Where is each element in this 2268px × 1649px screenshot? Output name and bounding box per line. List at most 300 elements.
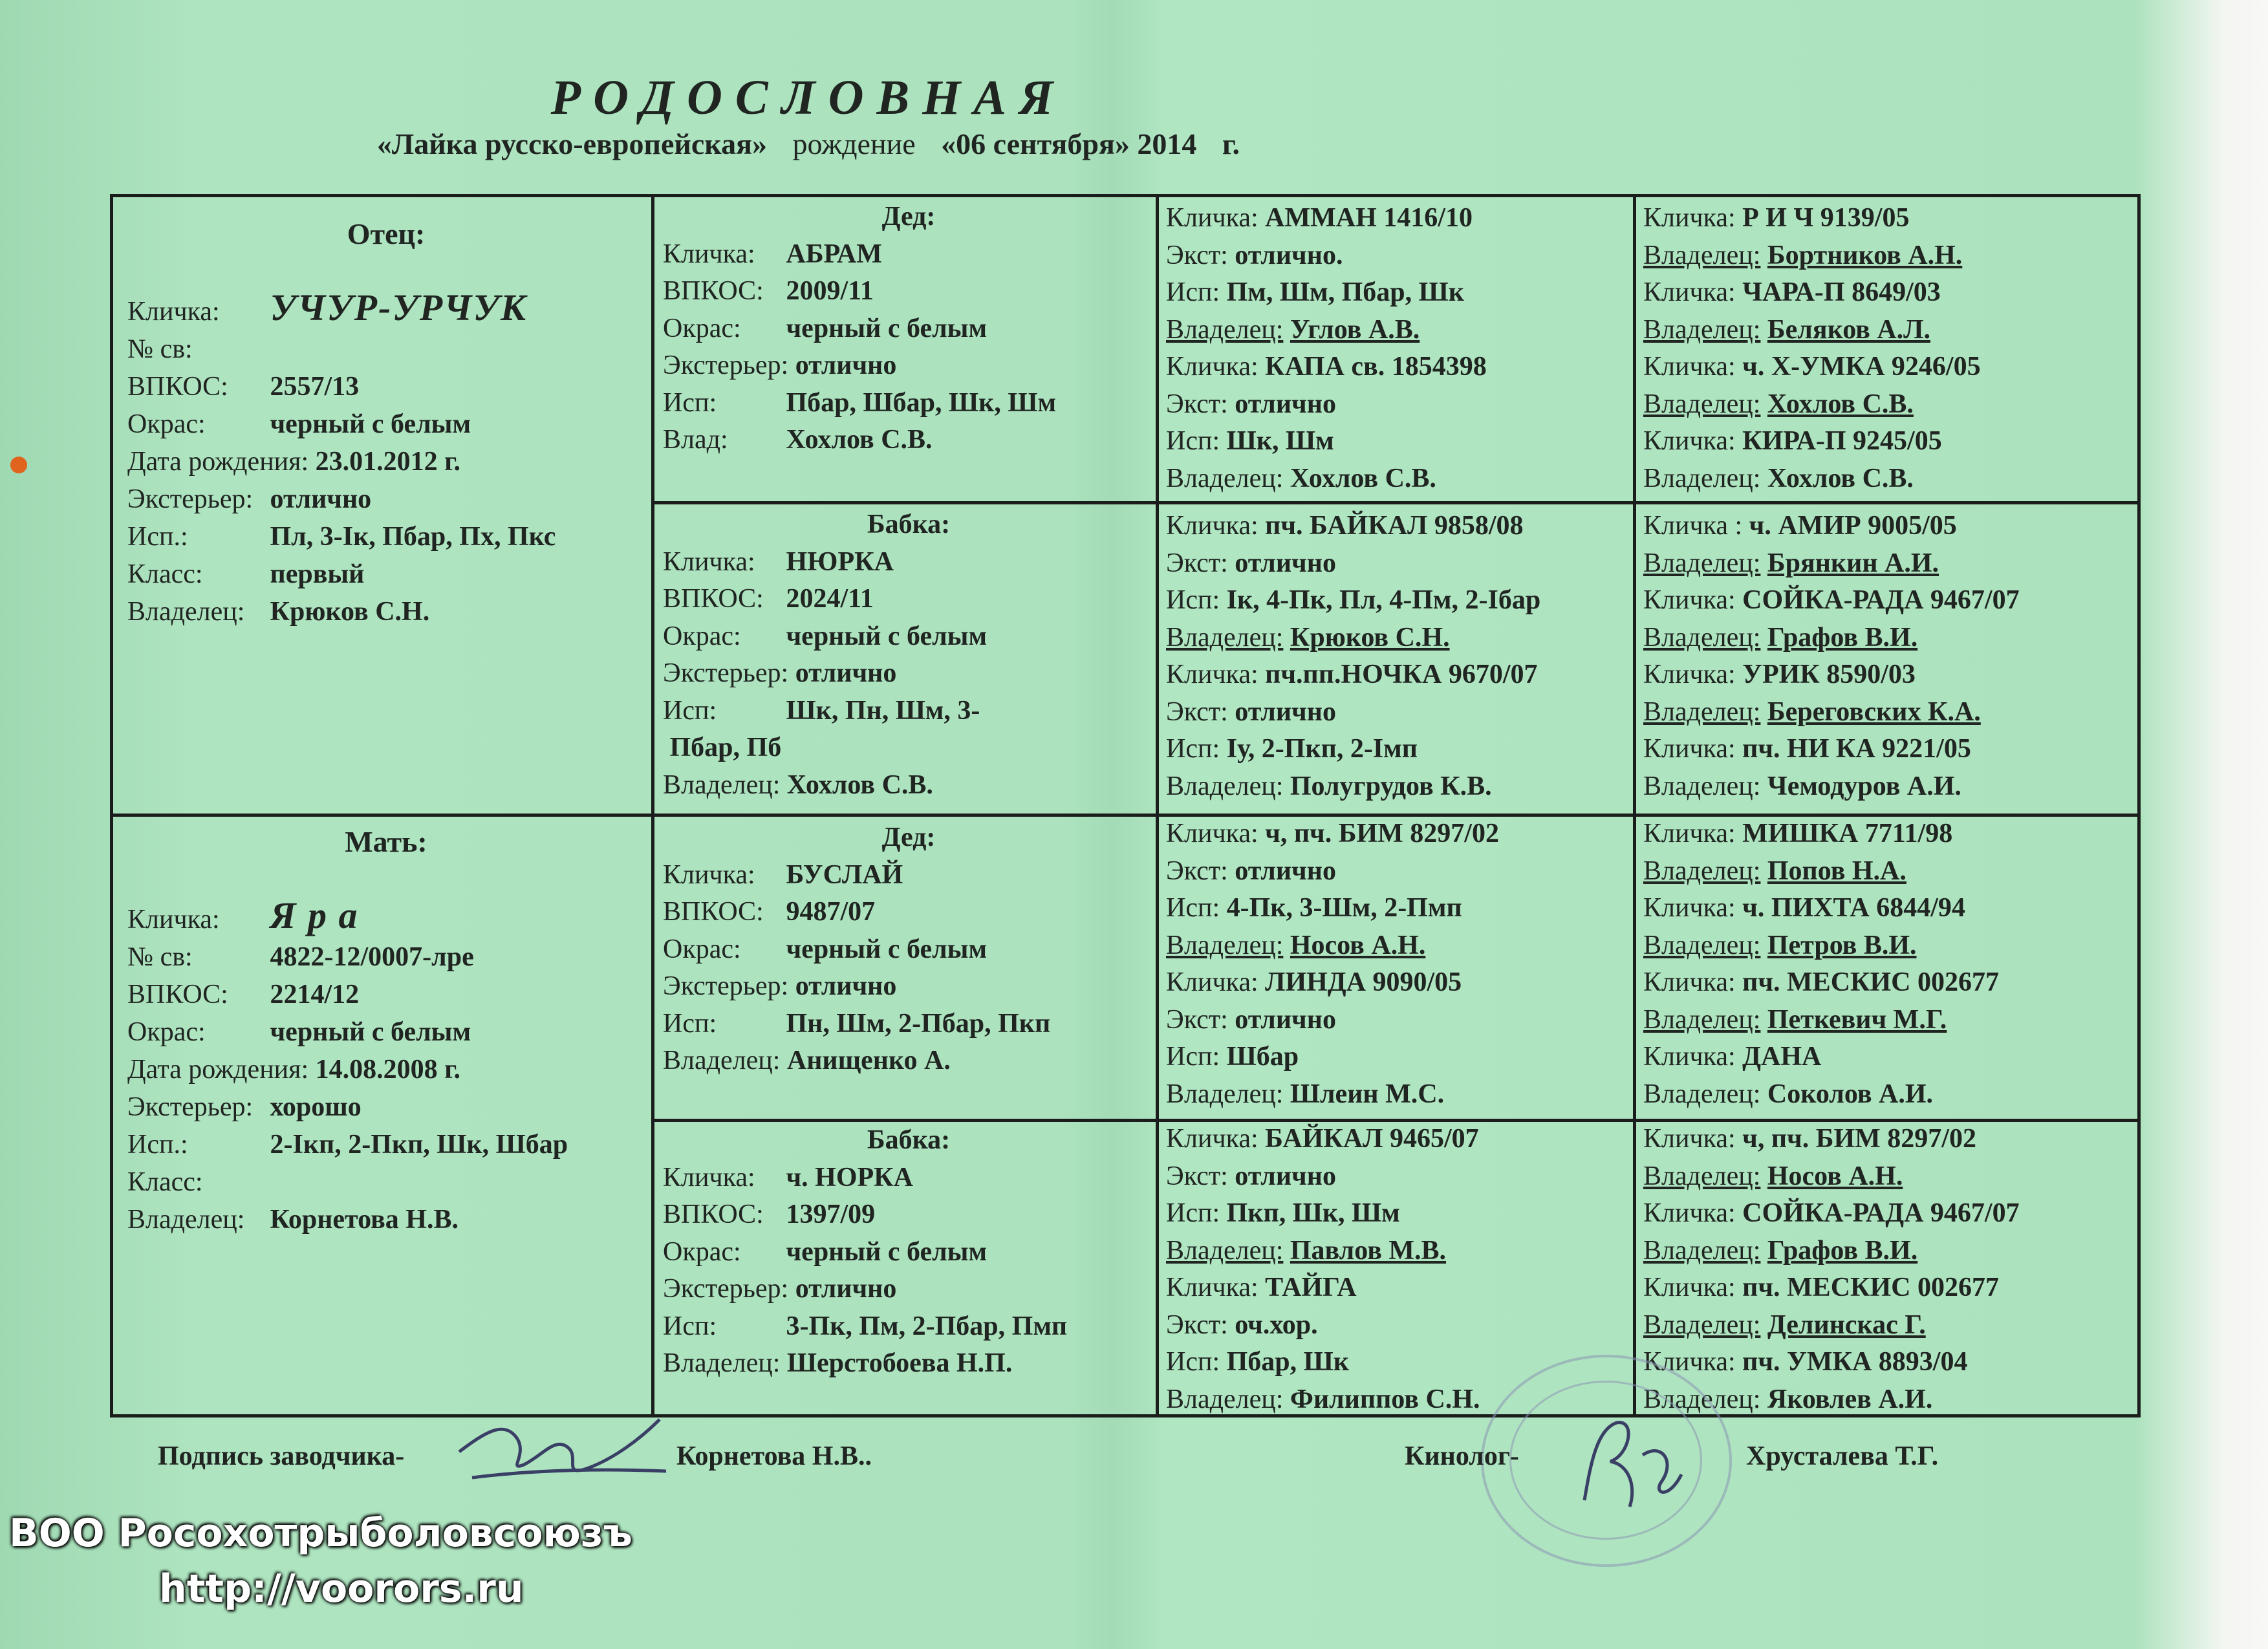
field-label: Владелец: bbox=[1643, 1235, 1761, 1266]
field-value: Шерстобоева Н.П. bbox=[786, 1348, 1013, 1378]
field-value: Крюков С.Н. bbox=[270, 596, 430, 627]
field-value: Береговских К.А. bbox=[1767, 696, 1981, 727]
field-value: пч. БАЙКАЛ 9858/08 bbox=[1265, 511, 1524, 541]
field-row bbox=[1166, 545, 1632, 583]
field-row bbox=[1643, 349, 2135, 386]
cynologist-label: Кинолог- bbox=[1405, 1441, 1519, 1471]
field-value: Филиппов С.Н. bbox=[1290, 1384, 1480, 1414]
field-label: Владелец: bbox=[1643, 389, 1761, 419]
field-row bbox=[663, 931, 1154, 969]
field-row bbox=[1643, 1121, 2135, 1158]
field-value: Петров В.И. bbox=[1767, 930, 1917, 960]
field-row bbox=[663, 894, 1154, 931]
field-row bbox=[1643, 423, 2135, 460]
field-value: Бортников А.Н. bbox=[1767, 240, 1963, 270]
field-label: Исп: bbox=[663, 1311, 717, 1341]
cell-heading: Бабка: bbox=[867, 1125, 951, 1155]
field-label: Экстерьер: bbox=[663, 350, 789, 380]
field-label: Владелец: bbox=[127, 596, 245, 627]
field-label: Экст: bbox=[1166, 548, 1228, 578]
field-row bbox=[663, 544, 1154, 581]
field-label: ВПКОС: bbox=[663, 276, 764, 306]
field-label: Владелец: bbox=[1643, 548, 1761, 578]
field-row bbox=[663, 693, 1154, 730]
field-value: МИШКА 7711/98 bbox=[1742, 819, 1953, 848]
field-label: Владелец: bbox=[1643, 1079, 1761, 1109]
field-label: Исп: bbox=[663, 1008, 717, 1039]
field-row bbox=[127, 1013, 645, 1051]
field-label: Кличка: bbox=[663, 546, 755, 577]
field-row bbox=[663, 1042, 1154, 1080]
field-value: СОЙКА-РАДА 9467/07 bbox=[1742, 585, 2020, 615]
field-row bbox=[1166, 508, 1632, 545]
field-value: ТАЙГА bbox=[1265, 1273, 1357, 1302]
field-label: Кличка: bbox=[1643, 660, 1736, 689]
field-value: БАЙКАЛ 9465/07 bbox=[1265, 1124, 1479, 1154]
field-value: отлично bbox=[1235, 389, 1336, 419]
field-label: Владелец: bbox=[1166, 930, 1284, 960]
field-label: Владелец: bbox=[1166, 1079, 1284, 1109]
field-value: АБРАМ bbox=[786, 239, 882, 269]
field-label: Владелец: bbox=[1643, 856, 1761, 886]
field-row bbox=[127, 1051, 645, 1088]
cell-heading: Дед: bbox=[881, 823, 936, 852]
pedigree-table bbox=[110, 194, 2141, 1417]
field-label: Экст: bbox=[1166, 1161, 1228, 1191]
stain-mark bbox=[10, 457, 27, 473]
field-label: Исп: bbox=[1166, 1042, 1220, 1072]
field-label: ВПКОС: bbox=[663, 1200, 764, 1229]
field-label: Экст: bbox=[1166, 1004, 1228, 1035]
field-label: Кличка: bbox=[127, 296, 220, 327]
field-value: Делинскас Г. bbox=[1767, 1310, 1926, 1340]
field-label: ВПКОС: bbox=[127, 371, 228, 402]
gen3-cell-2 bbox=[1166, 508, 1632, 805]
field-label: Экст: bbox=[1166, 696, 1228, 727]
field-row bbox=[1643, 927, 2135, 965]
field-value: 2-Iкп, 2-Пкп, Шк, Шбар bbox=[270, 1129, 568, 1159]
field-value: Павлов М.В. bbox=[1290, 1235, 1447, 1266]
field-value: 4-Пк, 3-Шм, 2-Пмп bbox=[1226, 893, 1462, 923]
field-value: первый bbox=[270, 559, 365, 589]
field-row bbox=[1643, 508, 2135, 545]
field-value: черный с белым bbox=[786, 1236, 988, 1267]
document-title: РОДОСЛОВНАЯ bbox=[550, 70, 1066, 125]
birth-date: «06 сентября» 2014 bbox=[941, 127, 1197, 160]
field-label: Владелец: bbox=[1643, 1310, 1761, 1340]
field-label: Кличка: bbox=[127, 904, 220, 934]
field-value: пч.пп.НОЧКА 9670/07 bbox=[1265, 660, 1538, 689]
field-value: ДАНА bbox=[1742, 1042, 1822, 1072]
field-label: Исп: bbox=[1166, 1347, 1220, 1377]
field-label: Экст: bbox=[1166, 856, 1228, 886]
field-row bbox=[1166, 312, 1632, 349]
field-label: Кличка: bbox=[1166, 967, 1258, 997]
field-row bbox=[1166, 386, 1632, 424]
field-value: КАПА св. 1854398 bbox=[1265, 352, 1487, 382]
field-row bbox=[1643, 815, 2135, 853]
field-value: пч. МЕСКИС 002677 bbox=[1742, 1273, 1999, 1302]
field-label: ВПКОС: bbox=[127, 979, 228, 1009]
field-label: Экстерьер: bbox=[663, 971, 789, 1001]
field-label: ВПКОС: bbox=[663, 584, 764, 614]
field-value: Петкевич М.Г. bbox=[1767, 1004, 1947, 1035]
birth-suffix: г. bbox=[1222, 127, 1240, 160]
field-label: Владелец: bbox=[1643, 696, 1761, 727]
field-row bbox=[1643, 890, 2135, 927]
field-row bbox=[1643, 694, 2135, 731]
field-row bbox=[127, 368, 645, 405]
field-label: Владелец: bbox=[663, 1046, 781, 1075]
field-value: Пбар, Пб bbox=[669, 733, 782, 762]
field-label: Окрас: bbox=[663, 621, 741, 651]
field-value: пч. НИ КА 9221/05 bbox=[1742, 734, 1971, 764]
field-label: Экст: bbox=[1166, 240, 1228, 270]
field-row bbox=[1166, 731, 1632, 768]
field-row bbox=[1166, 768, 1632, 806]
field-value: ЧАРА-П 8649/03 bbox=[1742, 277, 1941, 307]
field-value: пч. УМКА 8893/04 bbox=[1742, 1347, 1968, 1377]
field-value: 23.01.2012 г. bbox=[315, 446, 460, 477]
field-label: Окрас: bbox=[127, 409, 206, 439]
field-row bbox=[663, 618, 1154, 656]
field-row bbox=[663, 1006, 1154, 1043]
field-label: Кличка: bbox=[1643, 1347, 1736, 1377]
field-row bbox=[663, 422, 1154, 459]
field-row bbox=[1643, 731, 2135, 768]
field-value: Пбар, Шбар, Шк, Шм bbox=[786, 387, 1057, 418]
field-label: Исп: bbox=[1166, 585, 1220, 615]
document-subtitle bbox=[0, 127, 1617, 161]
field-label: Владелец: bbox=[1643, 240, 1761, 270]
field-value: отлично bbox=[1235, 856, 1336, 886]
gen4-cell-1 bbox=[1643, 200, 2135, 497]
field-label: Кличка: bbox=[1166, 203, 1258, 233]
field-row bbox=[1166, 582, 1632, 620]
field-row bbox=[1643, 460, 2135, 498]
field-value: Р И Ч 9139/05 bbox=[1742, 203, 1910, 233]
field-value: Графов В.И. bbox=[1767, 622, 1918, 652]
field-label: Владелец: bbox=[1166, 622, 1284, 652]
field-label: Владелец: bbox=[1643, 1384, 1761, 1414]
field-row bbox=[1643, 545, 2135, 583]
field-label: Окрас: bbox=[127, 1017, 206, 1047]
field-row bbox=[1166, 890, 1632, 927]
field-row bbox=[127, 1201, 645, 1238]
field-label: Экст: bbox=[1166, 1310, 1228, 1340]
field-row bbox=[1166, 1121, 1632, 1158]
field-row bbox=[663, 1196, 1154, 1234]
field-value: НЮРКА bbox=[786, 546, 894, 577]
field-value: 2009/11 bbox=[786, 276, 874, 306]
field-row bbox=[663, 729, 1154, 767]
field-row bbox=[1643, 1039, 2135, 1076]
field-row bbox=[1643, 1307, 2135, 1344]
field-row bbox=[1643, 1195, 2135, 1233]
field-row bbox=[663, 1234, 1154, 1271]
field-value: Хохлов С.В. bbox=[1767, 463, 1914, 493]
field-value: ч. АМИР 9005/05 bbox=[1749, 511, 1957, 541]
field-value: Хохлов С.В. bbox=[1290, 463, 1436, 493]
field-value: отлично bbox=[270, 484, 372, 514]
field-label: Кличка: bbox=[1643, 1198, 1736, 1228]
grandsire-1-cell bbox=[663, 199, 1154, 459]
field-value: ч, пч. БИМ 8297/02 bbox=[1742, 1124, 1976, 1154]
field-row bbox=[1643, 656, 2135, 694]
field-row bbox=[663, 968, 1154, 1006]
field-row bbox=[127, 938, 645, 976]
field-value: отлично bbox=[795, 971, 897, 1001]
field-label: Кличка: bbox=[1166, 660, 1258, 689]
field-label: Кличка: bbox=[1643, 426, 1736, 456]
field-value: Iк, 4-Пк, Пл, 4-Пм, 2-Iбар bbox=[1226, 585, 1541, 615]
field-label: Владелец: bbox=[1643, 771, 1761, 801]
field-row bbox=[1166, 1039, 1632, 1076]
cynologist-signature bbox=[1565, 1403, 1694, 1520]
field-value: БУСЛАЙ bbox=[786, 859, 903, 890]
field-row bbox=[1643, 768, 2135, 806]
cynologist-name: Хрусталева Т.Г. bbox=[1746, 1441, 1939, 1471]
field-value: Хохлов С.В. bbox=[786, 425, 933, 455]
breeder-signature bbox=[446, 1406, 692, 1503]
field-value: Беляков А.Л. bbox=[1767, 314, 1930, 345]
field-label: Владелец: bbox=[1643, 463, 1761, 493]
field-label: Кличка: bbox=[1643, 585, 1736, 615]
field-label: Кличка: bbox=[1643, 352, 1736, 382]
row-divider bbox=[651, 501, 2137, 504]
field-label: Исп: bbox=[1166, 893, 1220, 923]
field-label: Экст: bbox=[1166, 389, 1228, 419]
field-value: 2024/11 bbox=[786, 584, 874, 614]
field-row bbox=[1166, 1158, 1632, 1196]
field-value: Графов В.И. bbox=[1767, 1235, 1918, 1266]
field-label: Кличка: bbox=[1643, 1273, 1736, 1302]
cell-heading: Мать: bbox=[345, 825, 427, 858]
field-value: Пм, Шм, Пбар, Шк bbox=[1226, 277, 1464, 307]
field-value: ч. ПИХТА 6844/94 bbox=[1742, 893, 1965, 923]
field-row bbox=[127, 894, 645, 938]
field-row bbox=[663, 273, 1154, 310]
field-row bbox=[1166, 1233, 1632, 1270]
field-row bbox=[663, 655, 1154, 693]
field-row bbox=[1166, 1002, 1632, 1039]
field-row bbox=[127, 976, 645, 1013]
field-value: Хохлов С.В. bbox=[1767, 389, 1914, 419]
field-label: Кличка: bbox=[1166, 819, 1258, 848]
field-row bbox=[1166, 853, 1632, 890]
field-row bbox=[663, 767, 1154, 804]
field-label: Исп: bbox=[1166, 1198, 1220, 1228]
field-row bbox=[1166, 1307, 1632, 1344]
field-row bbox=[127, 593, 645, 630]
field-value: отлично. bbox=[1235, 240, 1343, 270]
field-row bbox=[1166, 200, 1632, 237]
field-value: черный с белым bbox=[786, 621, 988, 651]
cell-heading: Бабка: bbox=[867, 510, 951, 539]
birth-label: рождение bbox=[792, 127, 916, 160]
granddam-1-cell bbox=[663, 506, 1154, 804]
field-row bbox=[1166, 815, 1632, 853]
field-label: Исп: bbox=[663, 695, 717, 726]
field-row bbox=[663, 1159, 1154, 1197]
field-row bbox=[663, 1345, 1154, 1383]
field-row bbox=[1166, 656, 1632, 694]
field-value: Пн, Шм, 2-Пбар, Пкп bbox=[786, 1008, 1051, 1039]
field-row bbox=[1643, 1076, 2135, 1114]
field-row bbox=[1166, 423, 1632, 460]
field-label: Класс: bbox=[127, 1167, 203, 1197]
field-label: Владелец: bbox=[1643, 314, 1761, 345]
field-label: Владелец: bbox=[1166, 314, 1284, 345]
field-row bbox=[1643, 200, 2135, 237]
column-divider bbox=[651, 197, 654, 1414]
field-row bbox=[1643, 1269, 2135, 1307]
field-label: Кличка: bbox=[1643, 1042, 1736, 1072]
field-row bbox=[663, 236, 1154, 274]
field-value: ч. НОРКА bbox=[786, 1162, 913, 1192]
field-value: Шбар bbox=[1226, 1042, 1299, 1072]
father-cell bbox=[127, 215, 645, 630]
field-value: СОЙКА-РАДА 9467/07 bbox=[1742, 1198, 2020, 1228]
field-value: Брянкин А.И. bbox=[1767, 548, 1939, 578]
granddam-2-cell bbox=[663, 1122, 1154, 1383]
field-label: Окрас: bbox=[663, 934, 741, 964]
field-row bbox=[1643, 237, 2135, 275]
field-label: Владелец: bbox=[1166, 1384, 1284, 1414]
field-value: черный с белым bbox=[786, 313, 988, 343]
field-label: Кличка: bbox=[663, 859, 755, 890]
field-row bbox=[127, 555, 645, 593]
field-label: Исп: bbox=[1166, 734, 1220, 764]
field-label: № св: bbox=[127, 334, 193, 364]
field-label: Владелец: bbox=[1166, 771, 1284, 801]
field-label: Влад: bbox=[663, 425, 728, 455]
field-value: АММАН 1416/10 bbox=[1265, 203, 1473, 233]
field-row bbox=[663, 857, 1154, 894]
breed-name: «Лайка русско-европейская» bbox=[376, 127, 767, 160]
field-value: отлично bbox=[1235, 1004, 1336, 1035]
field-value: КИРА-П 9245/05 bbox=[1742, 426, 1942, 456]
field-row bbox=[663, 385, 1154, 422]
field-value: Носов А.Н. bbox=[1290, 930, 1426, 960]
field-row bbox=[1166, 1076, 1632, 1114]
field-row bbox=[127, 405, 645, 443]
gen4-cell-4 bbox=[1643, 1121, 2135, 1418]
field-label: Исп: bbox=[663, 387, 717, 418]
field-value: Углов А.В. bbox=[1290, 314, 1420, 345]
field-row bbox=[1166, 460, 1632, 498]
field-value: 3-Пк, Пм, 2-Пбар, Пмп bbox=[786, 1311, 1068, 1341]
field-label: Класс: bbox=[127, 559, 203, 589]
field-label: Кличка: bbox=[1643, 819, 1736, 848]
field-label: Кличка: bbox=[1643, 203, 1736, 233]
field-label: Кличка: bbox=[1166, 352, 1258, 382]
field-row bbox=[1643, 1002, 2135, 1039]
field-row bbox=[663, 347, 1154, 385]
column-divider bbox=[1633, 197, 1636, 1414]
field-row bbox=[1166, 927, 1632, 965]
field-row bbox=[127, 1163, 645, 1201]
field-label: Владелец: bbox=[1166, 463, 1284, 493]
field-value: Крюков С.Н. bbox=[1290, 622, 1450, 652]
field-value: отлично bbox=[795, 350, 897, 380]
field-row bbox=[1166, 237, 1632, 275]
field-value: 9487/07 bbox=[786, 897, 876, 927]
field-label: № св: bbox=[127, 942, 193, 972]
field-value: 4822-12/0007-лре bbox=[270, 942, 474, 972]
field-row bbox=[127, 1126, 645, 1163]
field-value: Пл, 3-Iк, Пбар, Пх, Пкс bbox=[270, 521, 556, 552]
field-label: Экстерьер: bbox=[127, 1092, 254, 1122]
field-value: оч.хор. bbox=[1235, 1310, 1318, 1340]
field-value: отлично bbox=[795, 1274, 897, 1304]
field-value: отлично bbox=[1235, 1161, 1336, 1191]
field-value: ч, пч. БИМ 8297/02 bbox=[1265, 819, 1499, 848]
field-row bbox=[663, 1271, 1154, 1308]
field-label: Исп: bbox=[1166, 277, 1220, 307]
field-label: Кличка: bbox=[663, 1162, 755, 1192]
field-value: Пбар, Шк bbox=[1226, 1347, 1349, 1377]
field-value: отлично bbox=[1235, 548, 1336, 578]
field-row bbox=[1643, 964, 2135, 1002]
gen3-cell-1 bbox=[1166, 200, 1632, 497]
watermark-url: http://voorors.ru bbox=[159, 1566, 524, 1611]
cell-heading: Отец: bbox=[347, 217, 426, 250]
field-row bbox=[1643, 1158, 2135, 1196]
field-label: Кличка: bbox=[1166, 1273, 1258, 1302]
gen3-cell-3 bbox=[1166, 815, 1632, 1113]
field-row bbox=[1166, 964, 1632, 1002]
field-label: Кличка : bbox=[1643, 511, 1743, 541]
field-value: Попов Н.А. bbox=[1767, 856, 1906, 886]
field-value: Шлеин М.С. bbox=[1290, 1079, 1445, 1109]
field-value: Пкп, Шк, Шм bbox=[1226, 1198, 1400, 1228]
field-value: 2557/13 bbox=[270, 371, 360, 402]
field-value: Соколов А.И. bbox=[1767, 1079, 1933, 1109]
field-value: Носов А.Н. bbox=[1767, 1161, 1903, 1191]
field-value: ЛИНДА 9090/05 bbox=[1265, 967, 1462, 997]
field-value: Хохлов С.В. bbox=[786, 770, 933, 800]
field-value: Полугрудов К.В. bbox=[1290, 771, 1492, 801]
field-value: ч. Х-УМКА 9246/05 bbox=[1742, 352, 1981, 382]
field-label: ВПКОС: bbox=[663, 897, 764, 927]
field-label: Кличка: bbox=[1643, 967, 1736, 997]
field-label: Владелец: bbox=[1643, 1161, 1761, 1191]
field-label: Исп.: bbox=[127, 1129, 188, 1159]
field-row bbox=[1166, 620, 1632, 657]
field-row bbox=[127, 480, 645, 518]
field-value: Шк, Шм bbox=[1226, 426, 1334, 456]
field-row bbox=[663, 581, 1154, 618]
field-label: Дата рождения: bbox=[127, 1054, 309, 1084]
watermark-org: ВОО Росохотрыболовсоюзъ bbox=[9, 1511, 632, 1556]
field-label: Экстерьер: bbox=[663, 1274, 789, 1304]
field-row bbox=[1166, 349, 1632, 386]
field-row bbox=[1643, 582, 2135, 620]
field-row bbox=[127, 286, 645, 330]
field-label: Кличка: bbox=[1643, 734, 1736, 764]
field-label: Экстерьер: bbox=[663, 658, 789, 688]
field-value: хорошо bbox=[270, 1092, 362, 1122]
field-label: Экстерьер: bbox=[127, 484, 254, 514]
field-value: Шк, Пн, Шм, 3- bbox=[786, 695, 980, 726]
field-label: Кличка: bbox=[1643, 893, 1736, 923]
field-label: Владелец: bbox=[663, 770, 781, 800]
field-value: УЧУР-УРЧУК bbox=[270, 286, 528, 329]
field-label: Кличка: bbox=[1643, 1124, 1736, 1154]
field-row bbox=[1643, 853, 2135, 890]
field-value: УРИК 8590/03 bbox=[1742, 660, 1916, 689]
